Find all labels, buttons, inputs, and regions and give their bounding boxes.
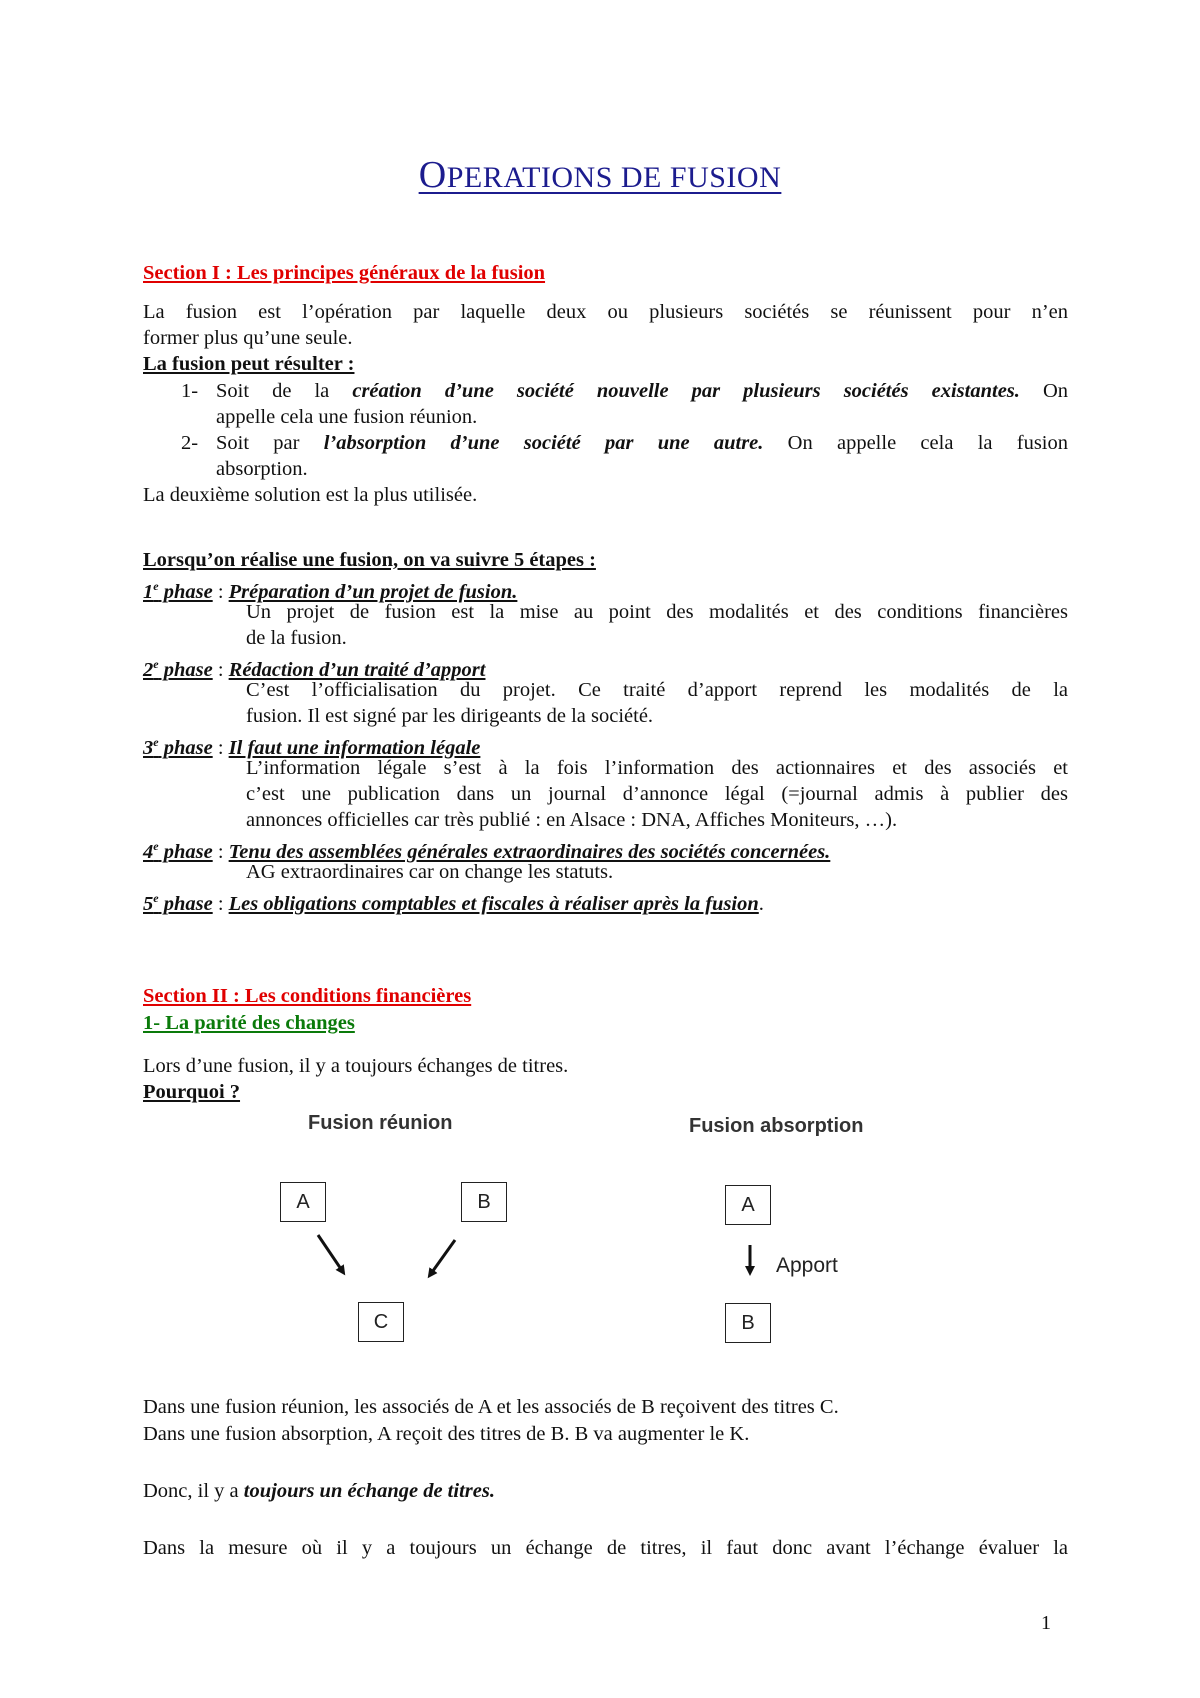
mesure-paragraph-line1: Dans la mesure où il y a toujours un échange de titres, il faut donc avant l’échange évaluer la — [143, 1537, 1068, 1559]
phase-3-desc-line2: c’est une publication dans un journal d’annonce légal (=journal admis à publier des — [246, 783, 1068, 805]
phase-3-desc-line1: L’information légale s’est à la fois l’information des actionnaires et des associés et — [246, 757, 1068, 779]
list-number-2: 2- — [181, 432, 199, 454]
etapes-heading: Lorsqu’on réalise une fusion, on va suivre 5 étapes : — [143, 549, 596, 571]
box-c-reunion: C — [358, 1302, 404, 1342]
echange-titres-para: Lors d’une fusion, il y a toujours échanges de titres. — [143, 1055, 569, 1077]
page-number: 1 — [1041, 1612, 1051, 1634]
box-b-reunion: B — [461, 1182, 507, 1222]
phase-3-desc-line3: annonces officielles car très publié : en Alsace : DNA, Affiches Moniteurs, …). — [246, 809, 898, 831]
donc-paragraph: Donc, il y a toujours un échange de titres. — [143, 1480, 495, 1502]
apport-label: Apport — [776, 1254, 838, 1277]
intro-paragraph-line1: La fusion est l’opération par laquelle deux ou plusieurs sociétés se réunissent pour n’en — [143, 301, 1068, 323]
arrow-b-to-c — [430, 1240, 455, 1275]
fusion-absorption-label: Fusion absorption — [689, 1115, 864, 1137]
phase-4-heading: 4e phase : Tenu des assemblées générales extraordinaires des sociétés concernées. — [143, 839, 831, 863]
section2-heading: Section II : Les conditions financières — [143, 985, 472, 1007]
page-title: OPERATIONS DE FUSION — [418, 154, 782, 196]
reunion-explanation: Dans une fusion réunion, les associés de A et les associés de B reçoivent des titres C. — [143, 1396, 839, 1418]
list-item-2-line2: absorption. — [216, 458, 308, 480]
peut-resulter-heading: La fusion peut résulter : — [143, 353, 355, 375]
box-b-absorption: B — [725, 1303, 771, 1343]
pourquoi-heading: Pourquoi ? — [143, 1081, 241, 1103]
phase-1-desc-line1: Un projet de fusion est la mise au point des modalités et des conditions financières — [246, 601, 1068, 623]
phase-4-desc-line1: AG extraordinaires car on change les statuts. — [246, 861, 614, 883]
list-item-1-line1: Soit de la création d’une société nouvelle par plusieurs sociétés existantes. On — [216, 380, 1069, 402]
arrow-a-to-c — [318, 1235, 343, 1272]
subsection-parite: 1- La parité des changes — [143, 1012, 355, 1034]
phase-2-desc-line2: fusion. Il est signé par les dirigeants de la société. — [246, 705, 654, 727]
phase-2-heading: 2e phase : Rédaction d’un traité d’apport — [143, 657, 486, 681]
fusion-reunion-label: Fusion réunion — [308, 1112, 453, 1134]
deuxieme-solution: La deuxième solution est la plus utilisée. — [143, 484, 478, 506]
phase-1-desc-line2: de la fusion. — [246, 627, 347, 649]
intro-paragraph-line2: former plus qu’une seule. — [143, 327, 353, 349]
phase-2-desc-line1: C’est l’officialisation du projet. Ce traité d’apport reprend les modalités de la — [246, 679, 1068, 701]
list-item-2-line1: Soit par l’absorption d’une société par une autre. On appelle cela la fusion — [216, 432, 1069, 454]
box-a-absorption: A — [725, 1185, 771, 1225]
absorption-explanation: Dans une fusion absorption, A reçoit des titres de B. B va augmenter le K. — [143, 1423, 750, 1445]
list-item-1-line2: appelle cela une fusion réunion. — [216, 406, 478, 428]
phase-5-heading: 5e phase : Les obligations comptables et fiscales à réaliser après la fusion. — [143, 891, 764, 915]
list-number-1: 1- — [181, 380, 199, 402]
phase-1-heading: 1e phase : Préparation d’un projet de fusion. — [143, 579, 518, 603]
box-a-reunion: A — [280, 1182, 326, 1222]
phase-3-heading: 3e phase : Il faut une information légale — [143, 735, 481, 759]
section1-heading: Section I : Les principes généraux de la fusion — [143, 262, 546, 284]
